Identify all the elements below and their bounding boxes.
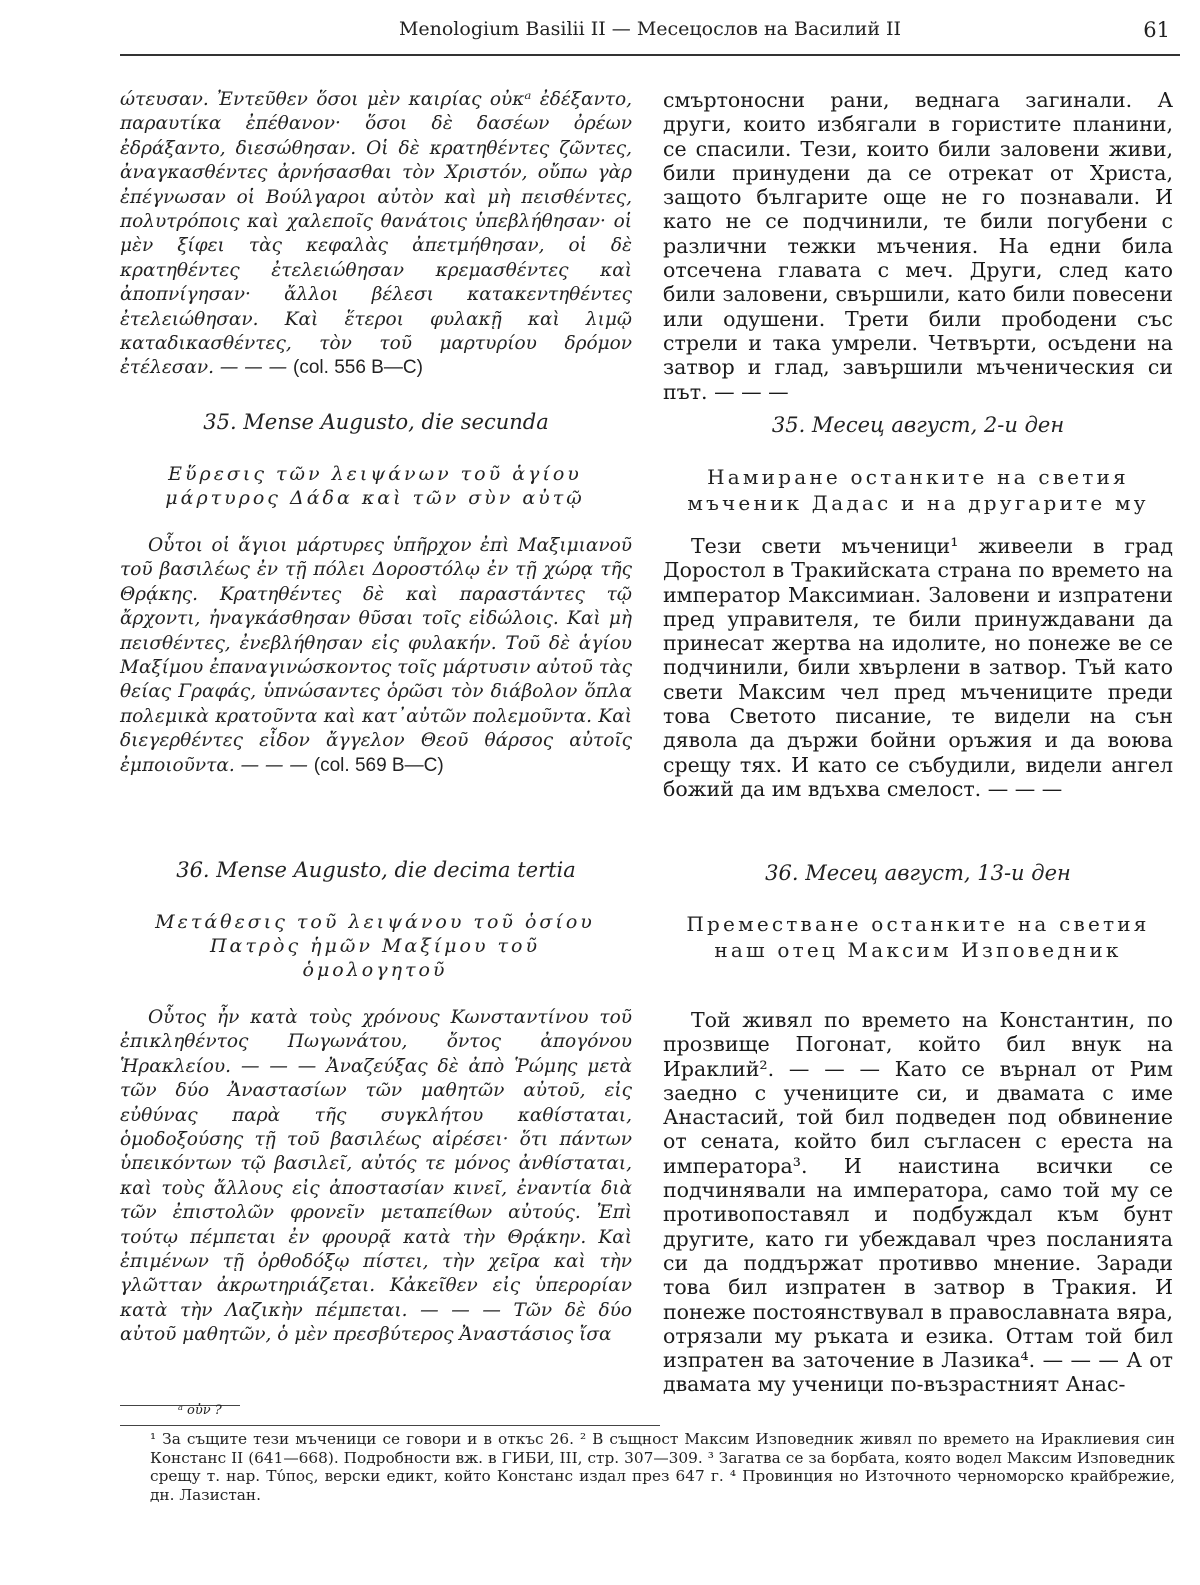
footnote-rule (120, 1425, 660, 1426)
section-36-bulgarian-text (663, 1008, 1173, 1397)
section-36-heading-latin: 36. Mense Augusto, die decima tertia (176, 858, 576, 882)
greek-paragraph: ώτευσαν. Ἐντεῦθεν ὅσοι μὲν καιρίας οὐκᵃ ἐδέξαντο, παραυτίκα ἐπέθανον· ὅσοι δὲ δασέων ὀρέων ἐδράξαντο, διεσώθησαν. Οἱ δὲ κρατηθέντες ζῶντες, ἀναγκασθέντες ἀρνήσασθαι τὸν Χριστόν, οὔπω γὰρ ἐπέγνωσαν οἱ Βούλγαροι αὐτὸν καὶ μὴ πεισθέντες, πολυτρόποις καὶ χαλεποῖς θανάτοις ὑπεβλήθησαν· οἱ μὲν ξίφει τὰς κεφαλὰς ἀπετμήθησαν, οἱ δὲ κρατηθέντες ἐτελειώθησαν κρεμασθέντες καὶ ἀποπνίγησαν· ἄλλοι βέλεσι κατακεντηθέντες ἐτελειώθησαν. Καὶ ἕτεροι φυλακῇ καὶ λιμῷ καταδικασθέντες, τὸν τοῦ μαρτυρίου δρόμον ἐτέλεσαν. — — — (120, 89, 632, 379)
section-35-subtitle-bulgarian: Намиране останките на светия мъченик Дадас и на другарите му (687, 465, 1149, 515)
section-35-subtitle-greek: Εὕρεσις τῶν λειψάνων τοῦ ἁγίου μάρτυρος Δάδα καὶ τῶν σὺν αὐτῷ (165, 463, 585, 509)
section-35-greek-text (120, 534, 632, 778)
bulgarian-paragraph: Той живял по времето на Константин, по прозвище Погонат, който бил внук на Ираклий². — — — Като се върнал от Рим заедно с учениците си, и двамата с име Анастасий, той бил подведен под обвинение от сената, който бил съгласен с ереста на императора³. И наистина всички се подчинявали на императора, само той му се противопоставял и подбуждал към бунт другите, като ги убеждавал чрез посланията си да поддържат противво мнение. Заради това бил изпратен в затвор в Тракия. И понеже постоянствувал в православната вяра, отрязали му ръката и езика. Оттам той бил изпратен ва заточение в Лазика⁴. — — — А от двамата му ученици по-възрастният Анас- (663, 1008, 1173, 1397)
section-34-greek-text (120, 88, 632, 381)
section-35-bulgarian-text (663, 534, 1173, 801)
section-34-bulgarian-text: смъртоносни рани, веднага загинали. А други, които избягали в гористите планини, се спасили. Тези, които били заловени живи, били принудени да се отрекат от Христа, защото българите още не го познавали. И като не се подчинили, те били погубени с различни тежки мъчения. На едни била отсечена главата с меч. Други, след като били заловени, свършили, като били повесени или одушени. Трети били прободени със стрели и така умрели. Четвърти, осъдени на затвор и глад, завършили мъченическия си път. — — — (663, 88, 1173, 404)
section-35-heading-latin: 35. Mense Augusto, die secunda (203, 410, 549, 434)
section-36-greek-text (120, 1006, 632, 1348)
greek-citation: (col. 556 B—C) (293, 357, 423, 379)
greek-citation: (col. 569 B—C) (313, 754, 444, 776)
greek-footnote: ᵃ οὐν ? (178, 1403, 222, 1418)
running-title: Menologium Basilii II — Месецослов на Василий II (398, 18, 902, 40)
page-number: 61 (1143, 18, 1170, 42)
greek-paragraph: Οὗτος ἦν κατὰ τοὺς χρόνους Κωνσταντίνου τοῦ ἐπικληθέντος Πωγωνάτου, ὄντος ἀπογόνου Ἡρακλείου. — — — Ἀναζεύξας δὲ ἀπὸ Ῥώμης μετὰ τῶν δύο Ἀναστασίων τῶν μαθητῶν αὐτοῦ, εἰς εὐθύνας παρὰ τῆς συγκλήτου καθίσταται, ὁμοδοξούσης τῇ τοῦ βασιλέως αἱρέσει· ὅτι πάντων ὑπεικόντων τῷ βασιλεῖ, αὐτός τε μόνος ἀνθίσταται, καὶ τοὺς ἄλλους εἰς ἀποστασίαν κινεῖ, ἐναντία διὰ τῶν ἐπιστολῶν φρονεῖν μεταπείθων αὐτούς. Ἐπὶ τούτῳ πέμπεται ἐν φρουρᾷ κατὰ τὴν Θρᾴκην. Καὶ ἐπιμένων τῇ ὀρθοδόξῳ πίστει, τὴν χεῖρα καὶ τὴν γλῶτταν ἀκρωτηριάζεται. Κἀκεῖθεν εἰς ὑπερορίαν κατὰ τὴν Λαζικὴν πέμπεται. — — — Τῶν δὲ δύο αὐτοῦ μαθητῶν, ὁ μὲν πρεσβύτερος Ἀναστάσιος ἴσα (120, 1007, 632, 1346)
greek-paragraph: Οὗτοι οἱ ἅγιοι μάρτυρες ὑπῆρχον ἐπὶ Μαξιμιανοῦ τοῦ βασιλέως ἐν τῇ πόλει Δοροστόλῳ ἐν τῇ χώρᾳ τῆς Θρᾴκης. Κρατηθέντες δὲ καὶ παραστάντες τῷ ἄρχοντι, ἠναγκάσθησαν θῦσαι τοῖς εἰδώλοις. Καὶ μὴ πεισθέντες, ἐνεβλήθησαν εἰς φυλακήν. Τοῦ δὲ ἁγίου Μαξίμου ἐπαναγινώσκοντος τοῖς μάρτυσιν αὐτοῦ τὰς θείας Γραφάς, ὑπνώσαντες ὁρῶσι τὸν διάβολον ὅπλα πολεμικὰ κρατοῦντα καὶ κατ᾽αὐτῶν πολεμοῦντα. Καὶ διεγερθέντες εἶδον ἄγγελον Θεοῦ θάρσος αὐτοῖς ἐμποιοῦντα. — — — (120, 535, 632, 776)
footnotes: ¹ За същите тези мъченици се говори и в откъс 26. ² В същност Максим Изповедник живял по времето на Ираклиевия син Констанс II (641—668). Подробности вж. в ГИБИ, III, стр. 307—309. ³ Загатва се за борбата, която водел Максим Изповедник срещу т. нар. Τύπος, верски едикт, който Констанс издал през 647 г. ⁴ Провинция но Източното черноморско крайбрежие, дн. Лазистан. (150, 1430, 1175, 1504)
section-35-heading-bulgarian: 35. Месец август, 2-и ден (771, 413, 1065, 437)
bulgarian-paragraph: Тези свети мъченици¹ живеели в град Доростол в Тракийската страна по времето на император Максимиан. Заловени и изпратени пред управителя, те били принуждавани да принесат жертва на идолите, но понеже ве се подчинили, били хвърлени в затвор. Тъй като свети Максим чел пред мъчениците преди това Светото писание, те видели на сън дявола да държи бойни оръжия и да воюва срещу тях. И като се събудили, видели ангел божий да им вдъхва смелост. — — — (663, 534, 1173, 801)
section-36-heading-bulgarian: 36. Месец август, 13-и ден (765, 861, 1071, 885)
section-36-subtitle-bulgarian: Преместване останките на светия наш отец Максим Изповедник (686, 912, 1150, 962)
section-36-subtitle-greek: Μετάθεσις τοῦ λειψάνου τοῦ ὁσίου Πατρὸς ἡμῶν Μαξίμου τοῦ ὁμολογητοῦ (155, 911, 595, 981)
page-header (120, 12, 1180, 56)
